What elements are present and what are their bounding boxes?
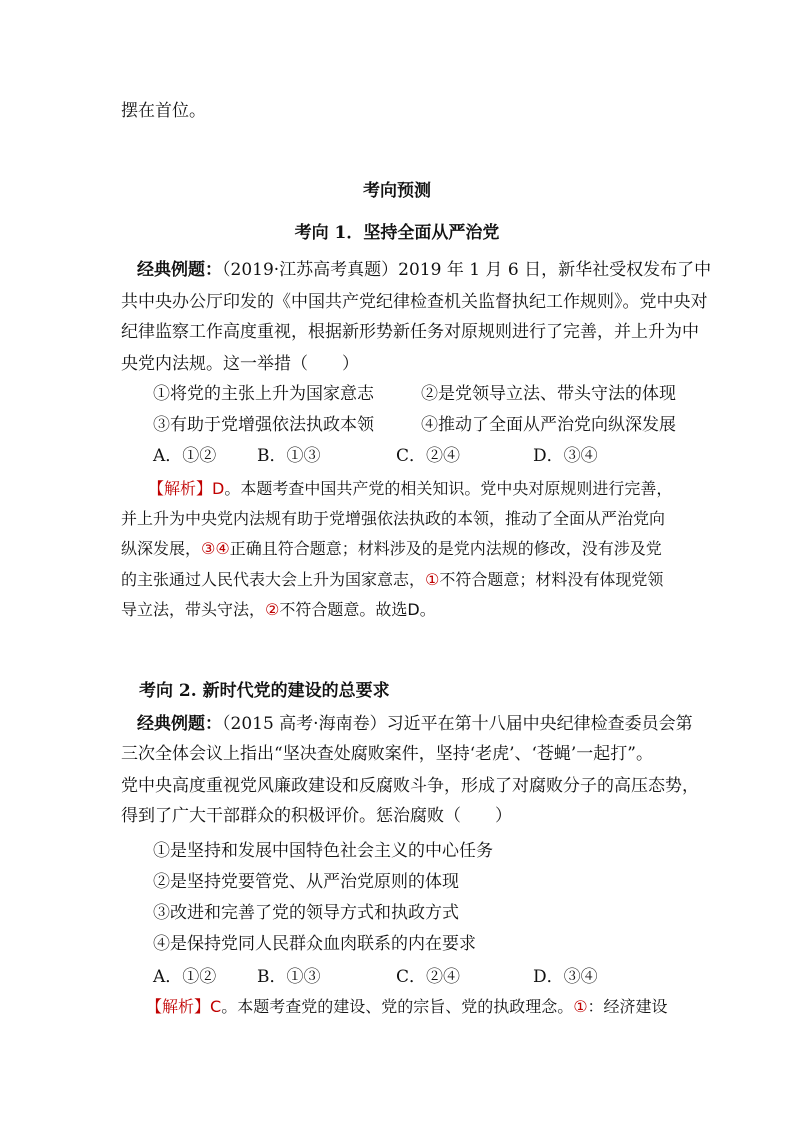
q1-choice-a: A．①② bbox=[153, 446, 217, 466]
q2-stem-line-1: 经典例题：（2015 高考·海南卷）习近平在第十八届中央纪律检查委员会第 bbox=[137, 714, 693, 734]
q2-label: 经典例题： bbox=[137, 714, 222, 734]
q1-statement-4: ④推动了全面从严治党向纵深发展 bbox=[421, 415, 676, 435]
q1-statement-3: ③有助于党增强依法执政本领 bbox=[153, 415, 374, 435]
q1-analysis-line-5: 导立法，带头守法，②不符合题意。故选D。 bbox=[121, 600, 436, 619]
q2-statement-2: ②是坚持党要管党、从严治党原则的体现 bbox=[153, 872, 459, 892]
q1-statement-2: ②是党领导立法、带头守法的体现 bbox=[421, 384, 676, 404]
q2-choice-a: A．①② bbox=[153, 967, 217, 987]
top-fragment: 摆在首位。 bbox=[121, 101, 206, 121]
q1-statement-1: ①将党的主张上升为国家意志 bbox=[153, 384, 374, 404]
q2-choice-d: D．③④ bbox=[533, 967, 598, 987]
q2-stem-line-2: 三次全体会议上指出“坚决查处腐败案件，坚持‘老虎’、‘苍蝇’一起打”。 bbox=[121, 744, 653, 764]
q1-stem-line-3: 纪律监察工作高度重视，根据新形势新任务对原规则进行了完善，并上升为中 bbox=[121, 322, 699, 342]
q2-choice-b: B．①③ bbox=[257, 967, 321, 987]
q1-analysis-line-1: 【解析】D。本题考查中国共产党的相关知识。党中央对原规则进行完善， bbox=[148, 479, 673, 498]
q2-statement-4: ④是保持党同人民群众血肉联系的内在要求 bbox=[153, 934, 476, 954]
q2-statement-1: ①是坚持和发展中国特色社会主义的中心任务 bbox=[153, 841, 493, 861]
q2-analysis-line-1: 【解析】C。本题考查党的建设、党的宗旨、党的执政理念。①：经济建设 bbox=[146, 997, 668, 1016]
q1-heading: 考向 1．坚持全面从严治党 bbox=[294, 223, 500, 243]
q1-stem-line-4: 央党内法规。这一举措（ ） bbox=[121, 354, 359, 374]
q1-stem-line-2: 共中央办公厅印发的《中国共产党纪律检查机关监督执纪工作规则》。党中央对 bbox=[121, 292, 708, 312]
q2-choice-c: C．②④ bbox=[396, 967, 461, 987]
q1-stem-line-1: 经典例题：（2019·江苏高考真题）2019 年 1 月 6 日，新华社受权发布了中 bbox=[137, 260, 712, 280]
q1-choice-b: B．①③ bbox=[257, 446, 321, 466]
q1-choice-d: D．③④ bbox=[533, 446, 598, 466]
section-title: 考向预测 bbox=[363, 181, 431, 201]
q2-stem-line-4: 得到了广大干部群众的积极评价。惩治腐败（ ） bbox=[121, 806, 512, 826]
q1-label: 经典例题： bbox=[137, 260, 222, 280]
q2-statement-3: ③改进和完善了党的领导方式和执政方式 bbox=[153, 903, 459, 923]
q1-analysis-line-3: 纵深发展，③④正确且符合题意；材料涉及的是党内法规的修改，没有涉及党 bbox=[121, 539, 662, 558]
q1-analysis-line-2: 并上升为中央党内法规有助于党增强依法执政的本领，推动了全面从严治党向 bbox=[121, 509, 666, 528]
q2-heading: 考向 2. 新时代党的建设的总要求 bbox=[139, 681, 390, 701]
q2-stem-line-3: 党中央高度重视党风廉政建设和反腐败斗争，形成了对腐败分子的高压态势， bbox=[121, 776, 699, 796]
q1-analysis-line-4: 的主张通过人民代表大会上升为国家意志，①不符合题意；材料没有体现党领 bbox=[121, 570, 664, 589]
q1-choice-c: C．②④ bbox=[396, 446, 461, 466]
